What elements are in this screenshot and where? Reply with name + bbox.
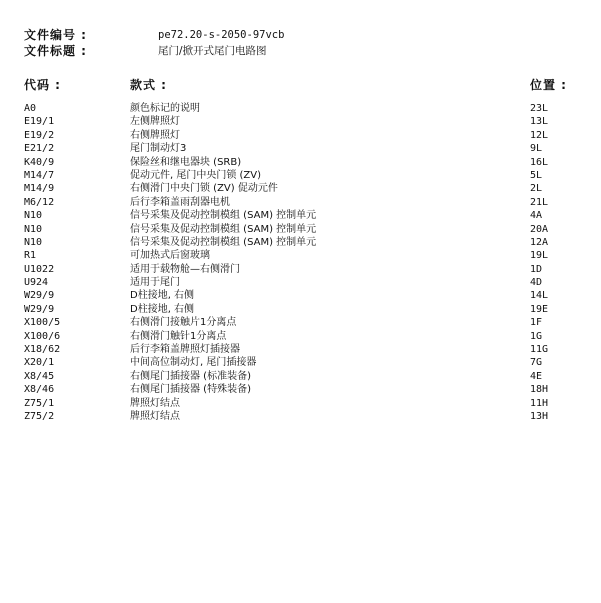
table-row (24, 410, 584, 423)
row-code: M14/9 (24, 183, 55, 195)
row-position: 4D (530, 277, 543, 289)
row-position: 16L (530, 156, 549, 168)
row-code: X8/46 (24, 384, 55, 396)
row-code: M6/12 (24, 196, 55, 208)
row-code: K40/9 (24, 156, 55, 168)
column-header-code: 代码 : (24, 78, 61, 92)
row-position: 13L (530, 116, 549, 128)
doc-number-row (24, 27, 584, 43)
row-position: 12A (530, 236, 549, 248)
doc-title-label: 文件标题 : (24, 44, 87, 58)
row-code: E19/1 (24, 116, 55, 128)
column-header-model: 款式 : (130, 78, 167, 92)
row-code: X8/45 (24, 370, 55, 382)
row-code: E19/2 (24, 129, 55, 141)
row-code: W29/9 (24, 303, 55, 315)
row-code: N10 (24, 223, 43, 235)
row-position: 9L (530, 143, 543, 155)
table-row (24, 370, 584, 383)
row-description: 促动元件, 尾门中央门锁 (ZV) (130, 169, 262, 181)
table-row (24, 142, 584, 155)
row-description: 左侧牌照灯 (130, 116, 180, 128)
row-position: 11H (530, 397, 549, 409)
doc-number-label: 文件编号 : (24, 28, 87, 42)
row-position: 4E (530, 370, 543, 382)
table-row (24, 356, 584, 369)
table-row (24, 209, 584, 222)
table-row (24, 316, 584, 329)
row-description: 右侧滑门触针1分离点 (130, 330, 227, 342)
row-description: 适用于尾门 (130, 277, 180, 289)
row-position: 11G (530, 344, 549, 356)
component-table (24, 102, 584, 423)
row-description: 信号采集及促动控制模组 (SAM) 控制单元 (130, 236, 317, 248)
row-code: M14/7 (24, 169, 55, 181)
column-header-position: 位置 : (530, 78, 567, 92)
row-description: 信号采集及促动控制模组 (SAM) 控制单元 (130, 223, 317, 235)
row-description: 牌照灯结点 (130, 397, 180, 409)
row-description: 信号采集及促动控制模组 (SAM) 控制单元 (130, 210, 317, 222)
row-code: X100/6 (24, 330, 61, 342)
row-code: X100/5 (24, 317, 61, 329)
row-position: 19E (530, 303, 549, 315)
doc-title-row (24, 43, 584, 59)
table-row (24, 182, 584, 195)
table-row (24, 102, 584, 115)
row-position: 1G (530, 330, 543, 342)
row-description: 可加热式后窗玻璃 (130, 250, 210, 262)
doc-title-value: 尾门/掀开式尾门电路图 (158, 45, 267, 57)
table-row (24, 303, 584, 316)
row-description: 颜色标记的说明 (130, 103, 200, 114)
row-code: A0 (24, 103, 37, 114)
doc-number-value: pe72.20-s-2050-97vcb (158, 29, 285, 41)
table-row (24, 169, 584, 182)
row-code: X18/62 (24, 344, 61, 356)
row-position: 19L (530, 250, 549, 262)
row-description: 右侧滑门接触片1分离点 (130, 317, 237, 329)
row-description: 后行李箱盖雨刮器电机 (130, 196, 230, 208)
row-code: N10 (24, 236, 43, 248)
table-row (24, 263, 584, 276)
row-description: D柱接地, 右侧 (130, 290, 195, 302)
row-position: 7G (530, 357, 543, 369)
row-description: 右侧尾门插接器 (特殊装备) (130, 384, 251, 396)
row-description: 右侧尾门插接器 (标准装备) (130, 370, 251, 382)
row-position: 1D (530, 263, 543, 275)
row-position: 13H (530, 410, 549, 422)
row-code: U1022 (24, 263, 55, 275)
document-header (24, 27, 584, 59)
table-row (24, 196, 584, 209)
table-row (24, 236, 584, 249)
row-description: 保险丝和继电器块 (SRB) (130, 156, 242, 168)
table-row (24, 276, 584, 289)
row-code: X20/1 (24, 357, 55, 369)
table-row (24, 115, 584, 128)
row-code: W29/9 (24, 290, 55, 302)
row-code: R1 (24, 250, 37, 262)
row-position: 5L (530, 169, 543, 181)
row-position: 21L (530, 196, 549, 208)
row-description: 适用于载物舱—右侧滑门 (130, 263, 240, 275)
row-description: 牌照灯结点 (130, 410, 180, 422)
row-position: 4A (530, 210, 543, 222)
row-description: 右侧牌照灯 (130, 129, 180, 141)
row-code: Z75/1 (24, 397, 55, 409)
row-position: 12L (530, 129, 549, 141)
row-code: E21/2 (24, 143, 55, 155)
row-description: 后行李箱盖牌照灯插接器 (130, 344, 240, 356)
table-row (24, 249, 584, 262)
table-row (24, 343, 584, 356)
row-position: 14L (530, 290, 549, 302)
table-row (24, 330, 584, 343)
table-row (24, 223, 584, 236)
row-position: 20A (530, 223, 549, 235)
row-position: 18H (530, 384, 549, 396)
row-position: 1F (530, 317, 543, 329)
table-row (24, 289, 584, 302)
row-description: D柱接地, 右侧 (130, 303, 195, 315)
row-code: Z75/2 (24, 410, 55, 422)
table-row (24, 129, 584, 142)
row-description: 中间高位制动灯, 尾门插接器 (130, 357, 257, 369)
row-position: 23L (530, 103, 549, 114)
row-code: N10 (24, 210, 43, 222)
table-header (24, 77, 584, 93)
table-row (24, 383, 584, 396)
table-row (24, 156, 584, 169)
row-description: 尾门制动灯3 (130, 143, 187, 155)
row-description: 右侧滑门中央门锁 (ZV) 促动元件 (130, 183, 278, 195)
row-position: 2L (530, 183, 543, 195)
row-code: U924 (24, 277, 49, 289)
table-row (24, 397, 584, 410)
